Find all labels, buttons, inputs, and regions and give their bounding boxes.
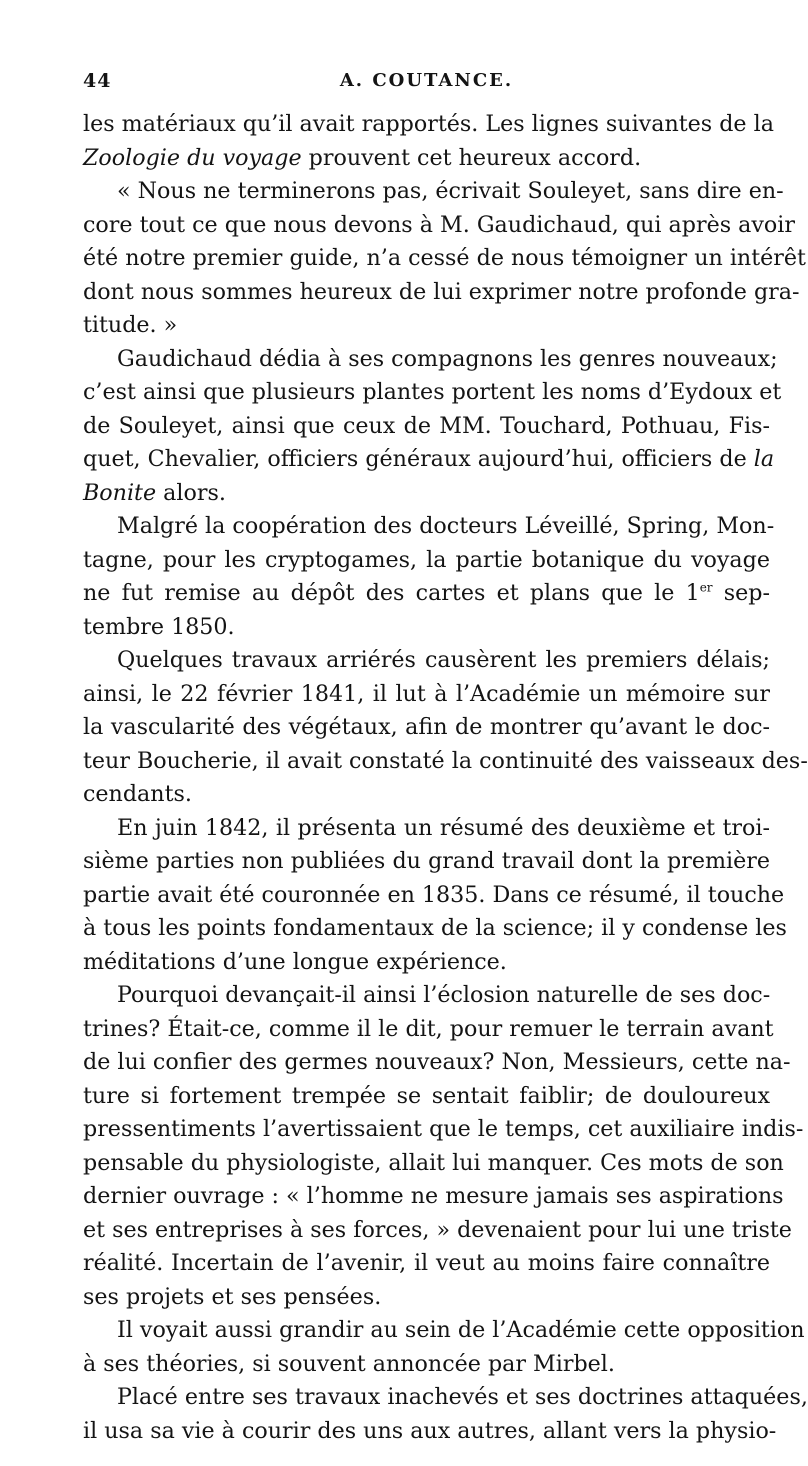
text-line: la vascularité des végétaux, afin de montrer qu’avant le doc- [83, 714, 770, 740]
text-line: ainsi, le 22 février 1841, il lut à l’Académie un mémoire sur [83, 680, 770, 707]
text-line: à ses théories, si souvent annoncée par Mirbel. [83, 1350, 615, 1377]
text-line: dernier ouvrage : « l’homme ne mesure jamais ses aspirations [83, 1183, 784, 1209]
text-line: pensable du physiologiste, allait lui manquer. Ces mots de son [83, 1149, 784, 1176]
running-header [83, 70, 770, 102]
text-line: il usa sa vie à courir des uns aux autres, allant vers la physio- [83, 1417, 777, 1444]
text-line: sième parties non publiées du grand travail dont la première [83, 848, 770, 874]
text-line: core tout ce que nous devons à M. Gaudichaud, qui après avoir [83, 211, 795, 238]
text-line: titude. » [83, 312, 178, 338]
text-line: ne fut remise au dépôt des cartes et plans que le 1er sep- [83, 580, 770, 606]
text-line: tembre 1850. [83, 613, 235, 640]
text-line: c’est ainsi que plusieurs plantes portent les noms d’Eydoux et [83, 379, 782, 405]
text-line: de lui confier des germes nouveaux? Non, Messieurs, cette na- [83, 1049, 791, 1075]
text-line: trines? Était-ce, comme il le dit, pour remuer le terrain avant [83, 1015, 774, 1042]
text-line: Quelques travaux arriérés causèrent les premiers délais; [117, 647, 770, 673]
text-line: Placé entre ses travaux inachevés et ses doctrines attaquées, [117, 1384, 808, 1410]
body-text [83, 108, 808, 1448]
text-line: En juin 1842, il présenta un résumé des deuxième et troi- [117, 814, 770, 841]
text-line: quet, Chevalier, officiers généraux aujourd’hui, officiers de la [83, 446, 775, 472]
text-line: teur Boucherie, il avait constaté la continuité des vaisseaux des- [83, 747, 808, 774]
text-line: Pourquoi devançait-il ainsi l’éclosion naturelle de ses doc- [117, 982, 771, 1008]
text-line: Zoologie du voyage prouvent cet heureux accord. [83, 144, 642, 171]
text-line: méditations d’une longue expérience. [83, 948, 507, 975]
text-line: à tous les points fondamentaux de la science; il y condense les [83, 915, 787, 941]
text-line: réalité. Incertain de l’avenir, il veut au moins faire connaître [83, 1250, 770, 1276]
page-number: 44 [83, 70, 112, 92]
text-line: tagne, pour les cryptogames, la partie botanique du voyage [83, 546, 770, 573]
text-line: Malgré la coopération des docteurs Léveillé, Spring, Mon- [117, 513, 775, 539]
text-line: été notre premier guide, n’a cessé de nous témoigner un intérêt [83, 245, 806, 271]
text-line: cendants. [83, 781, 192, 807]
text-line: les matériaux qu’il avait rapportés. Les lignes suivantes de la [83, 111, 774, 137]
text-line: Gaudichaud dédia à ses compagnons les genres nouveaux; [117, 345, 778, 372]
text-line: pressentiments l’avertissaient que le temps, cet auxiliaire indis- [83, 1116, 804, 1142]
text-line: Il voyait aussi grandir au sein de l’Académie cette opposition [117, 1317, 805, 1343]
text-line: Bonite alors. [83, 479, 226, 506]
text-line: dont nous sommes heureux de lui exprimer notre profonde gra- [83, 278, 800, 305]
text-line: « Nous ne terminerons pas, écrivait Souleyet, sans dire en- [117, 178, 784, 204]
text-line: partie avait été couronnée en 1835. Dans ce résumé, il touche [83, 881, 785, 908]
text-line: et ses entreprises à ses forces, » devenaient pour lui une triste [83, 1216, 792, 1243]
text-line: ses projets et ses pensées. [83, 1283, 382, 1310]
text-line: ture si fortement trempée se sentait faiblir; de douloureux [83, 1082, 770, 1109]
running-title: A. COUTANCE. [339, 70, 514, 91]
text-line: de Souleyet, ainsi que ceux de MM. Touchard, Pothuau, Fis- [83, 412, 770, 439]
